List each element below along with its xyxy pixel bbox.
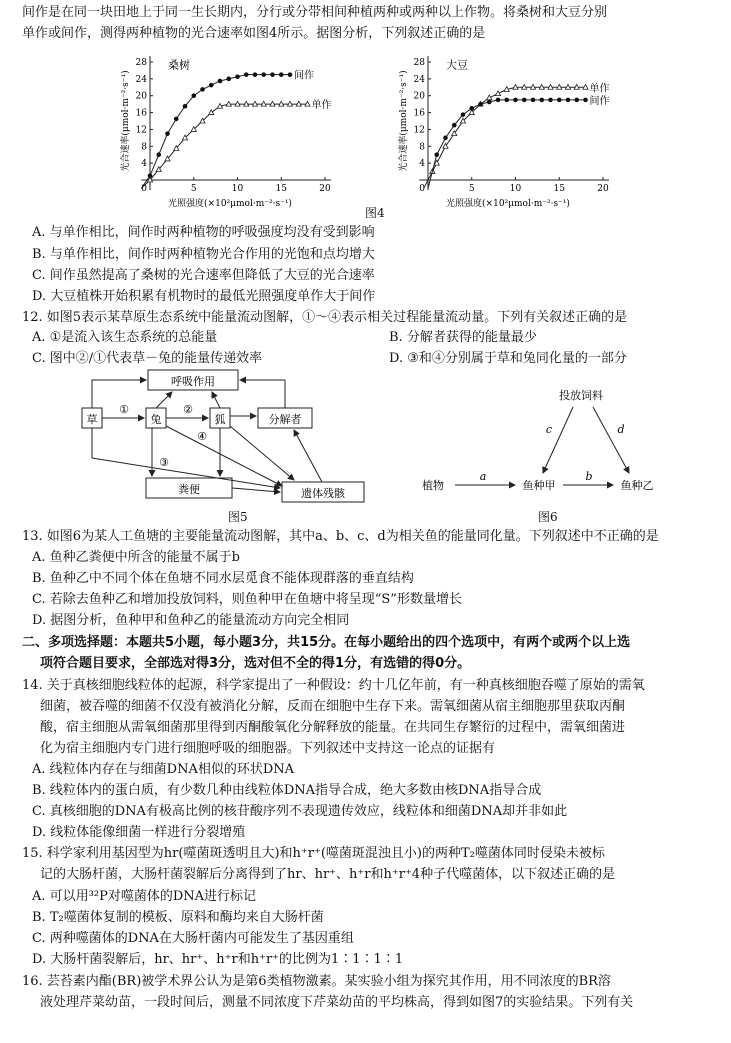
fish-b-label: 鱼种乙 <box>620 479 654 492</box>
data-point <box>209 83 214 88</box>
flow-1-label: ① <box>119 403 129 416</box>
q14-stem-line-1: 14. 关于真核细胞线粒体的起源，科学家提出了一种假设：约十几亿年前，有一种真核细胞吞噬了原始的需氧 <box>22 678 645 693</box>
figure-6-diagram <box>415 385 705 495</box>
data-point <box>434 152 439 157</box>
figure-6-caption: 图6 <box>538 510 558 524</box>
q12-option-d: D. ③和④分别属于草和兔同化量的一部分 <box>389 351 627 366</box>
edge-c-label: c <box>545 423 553 436</box>
x-tick-label: 20 <box>319 184 331 194</box>
data-point <box>522 98 527 103</box>
q15-option-a: A. 可以用³²P对噬菌体的DNA进行标记 <box>32 889 257 904</box>
x-tick-label: 5 <box>190 184 197 194</box>
data-point <box>288 72 293 77</box>
q13-option-c: C. 若除去鱼种乙和增加投放饲料，则鱼种甲在鱼塘中将呈现“S”形数量增长 <box>32 592 462 607</box>
y-tick-label: 8 <box>419 142 425 153</box>
q16-stem-line-2: 液处理芹菜幼苗，一段时间后，测量不同浓度下芹菜幼苗的平均株高，得到如图7的实验结果。下列有关 <box>40 995 634 1010</box>
series-line <box>141 104 307 188</box>
q13-option-a: A. 鱼种乙粪便中所含的能量不属于b <box>32 550 240 565</box>
data-point <box>209 110 214 115</box>
data-point <box>539 98 544 103</box>
q11-option-b: B. 与单作相比，间作时两种植物光合作用的光饱和点均增大 <box>32 247 375 262</box>
data-point <box>557 98 562 103</box>
chart-title: 大豆 <box>446 58 468 72</box>
series-label: 间作 <box>589 95 610 107</box>
q16-stem-line-1: 16. 芸苔素内酯(BR)被学术界公认为是第6类植物激素。某实验小组为探究其作用，用不同浓度的BR溶 <box>22 974 611 989</box>
x-tick-label: 10 <box>231 184 244 194</box>
plant-label: 植物 <box>422 479 444 492</box>
q11-option-a: A. 与单作相比，间作时两种植物的呼吸强度均没有受到影响 <box>32 225 375 240</box>
q14-stem-line-3: 酸，宿主细胞从需氧细菌那里得到丙酮酸氧化分解释放的能量。在共同生存繁衍的过程中，需氧细菌进 <box>40 720 626 735</box>
data-point <box>200 87 205 92</box>
q14-option-b: B. 线粒体内的蛋白质，有少数几种由线粒体DNA指导合成，绝大多数由核DNA指导合成 <box>32 783 542 798</box>
data-point <box>165 131 170 136</box>
q15-stem-line-1: 15. 科学家利用基因型为hr(噬菌斑透明且大)和h⁺r⁺(噬菌斑混浊且小)的两种T₂噬菌体同时侵染未被标 <box>22 846 605 861</box>
x-tick-label: 5 <box>468 184 475 194</box>
q14-option-c: C. 真核细胞的DNA有极高比例的核苷酸序列不表现遗传效应，线粒体和细菌DNA却并非如此 <box>32 804 568 819</box>
flow-4-label: ④ <box>197 430 207 443</box>
data-point <box>469 106 474 111</box>
flow-2-label: ② <box>183 403 193 416</box>
q14-stem-line-4: 化为宿主细胞内专门进行细胞呼吸的细胞器。下列叙述中支持这一论点的证据有 <box>40 741 496 756</box>
y-tick-label: 12 <box>413 125 425 136</box>
series-label: 间作 <box>294 70 314 82</box>
edge-b-label: b <box>585 470 593 483</box>
q12-option-a: A. ①是流入该生态系统的总能量 <box>32 330 218 345</box>
edge-d-label: d <box>617 423 625 436</box>
figure-5-diagram <box>72 368 372 508</box>
series-label: 单作 <box>311 100 332 112</box>
y-tick-label: 20 <box>135 91 147 102</box>
data-point <box>270 72 275 77</box>
y-axis-label: 光合速率(μmol·m⁻²·s⁻¹) <box>399 70 409 172</box>
q14-option-a: A. 线粒体内存在与细菌DNA相似的环状DNA <box>32 762 295 777</box>
data-point <box>461 112 466 117</box>
section-2-heading-line-2: 项符合题目要求，全部选对得3分，选对但不全的得1分，有选错的得0分。 <box>40 656 471 671</box>
data-point <box>531 98 536 103</box>
x-tick-label: 20 <box>597 184 609 194</box>
data-point <box>244 72 249 77</box>
flow-3-label: ③ <box>159 456 169 469</box>
q12-option-c: C. 图中②/①代表草－兔的能量传递效率 <box>32 351 263 366</box>
y-tick-label: 16 <box>135 108 147 119</box>
series-line <box>424 87 586 188</box>
q15-option-c: C. 两种噬菌体的DNA在大肠杆菌内可能发生了基因重组 <box>32 931 354 946</box>
data-point <box>583 98 588 103</box>
data-point <box>513 98 518 103</box>
q15-stem-line-2: 记的大肠杆菌，大肠杆菌裂解后分离得到了hr、hr⁺、h⁺r和h⁺r⁺4种子代噬菌体，以下叙述正确的是 <box>40 867 616 882</box>
y-axis-label: 光合速率(μmol·m⁻²·s⁻¹) <box>121 70 131 172</box>
series-label: 单作 <box>589 83 610 95</box>
data-point <box>443 136 448 141</box>
data-point <box>191 93 196 98</box>
decomposer-label: 分解者 <box>268 413 302 426</box>
origin-label: 0 <box>141 184 147 194</box>
data-point <box>279 72 284 77</box>
x-axis-label: 光照强度(×10²μmol·m⁻²·s⁻¹) <box>168 199 292 209</box>
y-tick-label: 16 <box>413 108 425 119</box>
q11-stem-line-2: 单作或间作，测得两种植物的光合速率如图4所示。据图分析，下列叙述正确的是 <box>22 26 486 41</box>
figure-4-caption: 图4 <box>365 206 385 220</box>
data-point <box>566 98 571 103</box>
section-2-heading-line-1: 二、多项选择题：本题共5小题，每小题3分，共15分。在每小题给出的四个选项中，有两个或两个以上选 <box>22 635 631 650</box>
figure-5-caption: 图5 <box>228 510 248 524</box>
y-tick-label: 24 <box>135 74 147 85</box>
q11-option-d: D. 大豆植株开始积累有机物时的最低光照强度单作大于间作 <box>32 289 376 304</box>
q14-stem-line-2: 细菌，被吞噬的细菌不仅没有被消化分解，反而在细胞中生存下来。需氧细菌从宿主细胞那里获取丙酮 <box>40 699 626 714</box>
y-tick-label: 4 <box>141 159 147 170</box>
data-point <box>183 104 188 109</box>
chart-mulberry <box>119 56 332 209</box>
data-point <box>574 98 579 103</box>
rabbit-label: 兔 <box>150 413 162 426</box>
grass-label: 草 <box>86 413 98 426</box>
q14-option-d: D. 线粒体能像细菌一样进行分裂增殖 <box>32 825 246 840</box>
data-point <box>218 79 223 84</box>
data-point <box>174 117 179 122</box>
q12-option-b: B. 分解者获得的能量最少 <box>389 330 537 345</box>
q13-option-b: B. 鱼种乙中不同个体在鱼塘不同水层觅食不能体现群落的垂直结构 <box>32 571 414 586</box>
data-point <box>261 72 266 77</box>
figure-4-chart <box>110 50 650 210</box>
x-tick-label: 15 <box>275 184 287 194</box>
y-tick-label: 28 <box>413 58 425 68</box>
q15-option-d: D. 大肠杆菌裂解后，hr、hr⁺、h⁺r和h⁺r⁺的比例为1∶1∶1∶1 <box>32 952 404 967</box>
remains-label: 遗体残骸 <box>301 487 345 500</box>
data-point <box>487 100 492 105</box>
edge-a-label: a <box>479 470 487 483</box>
chart-title: 桑树 <box>168 58 190 72</box>
data-point <box>496 98 501 103</box>
x-tick-label: 10 <box>509 184 522 194</box>
q11-option-c: C. 间作虽然提高了桑树的光合速率但降低了大豆的光合速率 <box>32 268 375 283</box>
x-tick-label: 15 <box>553 184 565 194</box>
data-point <box>156 152 161 157</box>
series-line <box>141 75 290 189</box>
y-tick-label: 8 <box>141 142 147 153</box>
origin-label: 0 <box>419 184 425 194</box>
excrement-label: 粪便 <box>178 483 200 496</box>
data-point <box>253 72 258 77</box>
y-tick-label: 12 <box>135 125 147 136</box>
x-axis-label: 光照强度(×10²μmol·m⁻²·s⁻¹) <box>446 199 570 209</box>
q12-stem: 12. 如图5表示某草原生态系统中能量流动图解，①～④表示相关过程能量流动量。下列有关叙述正确的是 <box>22 310 628 325</box>
fox-label: 狐 <box>214 413 226 426</box>
chart-soybean <box>397 56 610 209</box>
y-tick-label: 28 <box>135 58 147 68</box>
data-point <box>452 123 457 128</box>
y-tick-label: 20 <box>413 91 425 102</box>
data-point <box>226 77 231 82</box>
data-point <box>548 98 553 103</box>
feed-label: 投放饲料 <box>559 389 603 402</box>
q15-option-b: B. T₂噬菌体复制的模板、原料和酶均来自大肠杆菌 <box>32 910 324 925</box>
respiration-label: 呼吸作用 <box>171 375 215 388</box>
q13-option-d: D. 据图分析，鱼种甲和鱼种乙的能量流动方向完全相同 <box>32 613 350 628</box>
series-line <box>428 100 586 189</box>
fish-a-label: 鱼种甲 <box>522 479 556 492</box>
data-point <box>235 74 240 79</box>
data-point <box>504 98 509 103</box>
y-tick-label: 24 <box>413 74 425 85</box>
data-point <box>478 102 483 107</box>
q11-stem-line-1: 间作是在同一块田地上于同一生长期内，分行或分带相间种植两种或两种以上作物。将桑树和大豆分别 <box>22 5 608 20</box>
q13-stem: 13. 如图6为某人工鱼塘的主要能量流动图解，其中a、b、c、d为相关鱼的能量同化量。下列叙述中不正确的是 <box>22 529 659 544</box>
y-tick-label: 4 <box>419 159 425 170</box>
